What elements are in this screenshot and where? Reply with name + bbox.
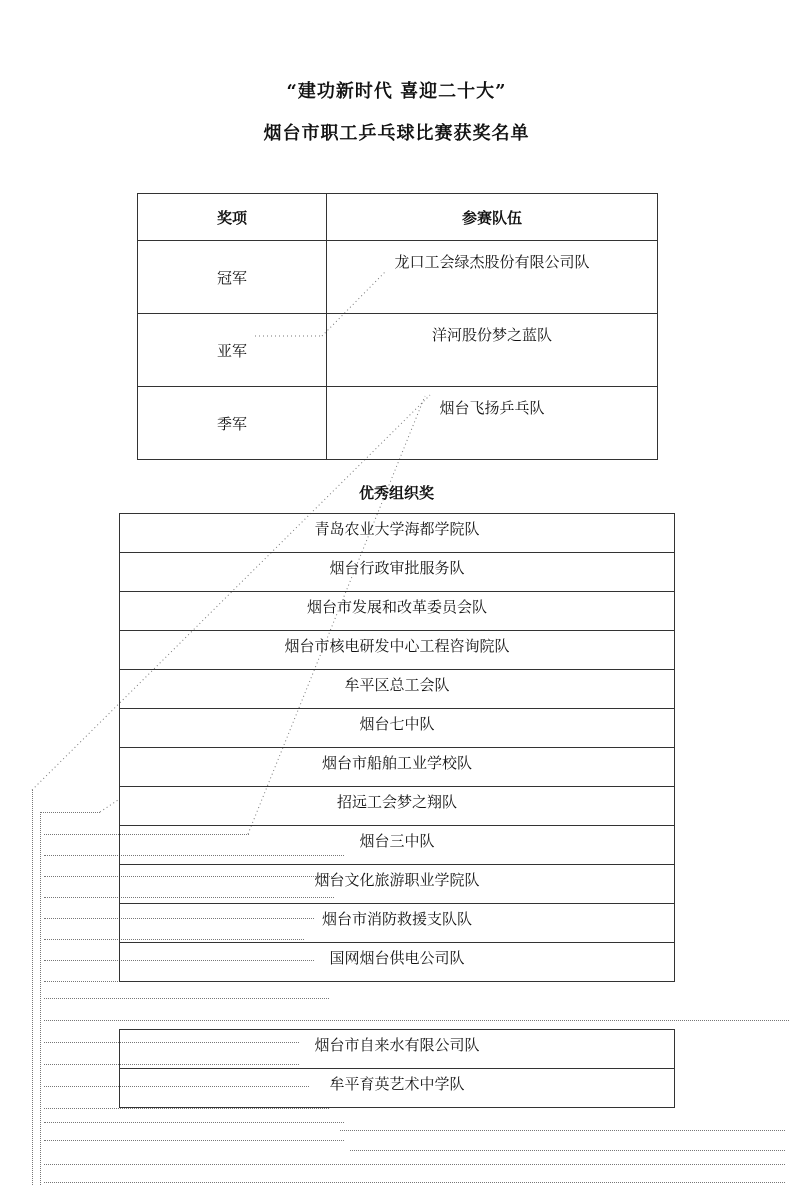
- prize-cell: 冠军: [138, 241, 327, 314]
- dotted-line: [340, 1130, 785, 1131]
- table-row: [120, 904, 675, 943]
- table-row: [120, 943, 675, 982]
- dotted-line: [44, 1164, 785, 1165]
- table-row: [120, 670, 675, 709]
- prize-cell: 亚军: [138, 314, 327, 387]
- team-cell: 青岛农业大学海都学院队: [120, 514, 675, 553]
- table-row: [120, 748, 675, 787]
- dotted-line: [100, 800, 118, 812]
- table-row: [120, 787, 675, 826]
- dotted-line-vertical: [40, 812, 41, 1185]
- document-title-main: 烟台市职工乒乓球比赛获奖名单: [263, 123, 530, 144]
- dotted-line: [40, 812, 100, 813]
- organization-award-heading: 优秀组织奖: [358, 484, 434, 502]
- table-row: [138, 314, 658, 387]
- team-cell: 烟台七中队: [120, 709, 675, 748]
- team-cell: 烟台文化旅游职业学院队: [120, 865, 675, 904]
- document-title-slogan: “建功新时代 喜迎二十大”: [286, 81, 507, 102]
- team-cell: 烟台市发展和改革委员会队: [120, 592, 675, 631]
- dotted-line: [44, 1122, 344, 1123]
- team-cell: 烟台行政审批服务队: [120, 553, 675, 592]
- team-cell: 国网烟台供电公司队: [120, 943, 675, 982]
- column-header-team: 参赛队伍: [327, 194, 658, 241]
- table-row: [120, 553, 675, 592]
- dotted-line-vertical: [32, 790, 33, 1185]
- table-row: [120, 1030, 675, 1069]
- table-row: [120, 865, 675, 904]
- dotted-line: [44, 1182, 785, 1183]
- organization-award-table-continued: [119, 1029, 675, 1108]
- dotted-line: [350, 1150, 785, 1151]
- dotted-line: [44, 1020, 789, 1021]
- table-row: [120, 1069, 675, 1108]
- table-row: [120, 514, 675, 553]
- team-cell: 烟台市消防救援支队队: [120, 904, 675, 943]
- column-header-prize: 奖项: [138, 194, 327, 241]
- team-cell: 烟台市自来水有限公司队: [120, 1030, 675, 1069]
- dotted-line: [44, 1108, 329, 1109]
- table-header-row: [138, 194, 658, 241]
- team-cell: 烟台飞扬乒乓队: [327, 387, 658, 460]
- table-row: [120, 631, 675, 670]
- team-cell: 烟台三中队: [120, 826, 675, 865]
- awards-table: [137, 193, 658, 460]
- team-cell: 牟平育英艺术中学队: [120, 1069, 675, 1108]
- team-cell: 洋河股份梦之蓝队: [327, 314, 658, 387]
- table-row: [120, 592, 675, 631]
- team-cell: 招远工会梦之翔队: [120, 787, 675, 826]
- table-row: [120, 826, 675, 865]
- team-cell: 烟台市船舶工业学校队: [120, 748, 675, 787]
- dotted-line: [44, 998, 329, 999]
- team-cell: 牟平区总工会队: [120, 670, 675, 709]
- table-row: [120, 709, 675, 748]
- team-cell: 烟台市核电研发中心工程咨询院队: [120, 631, 675, 670]
- organization-award-table: [119, 513, 675, 982]
- dotted-line: [44, 1140, 344, 1141]
- prize-cell: 季军: [138, 387, 327, 460]
- table-row: [138, 387, 658, 460]
- table-row: [138, 241, 658, 314]
- team-cell: 龙口工会绿杰股份有限公司队: [327, 241, 658, 314]
